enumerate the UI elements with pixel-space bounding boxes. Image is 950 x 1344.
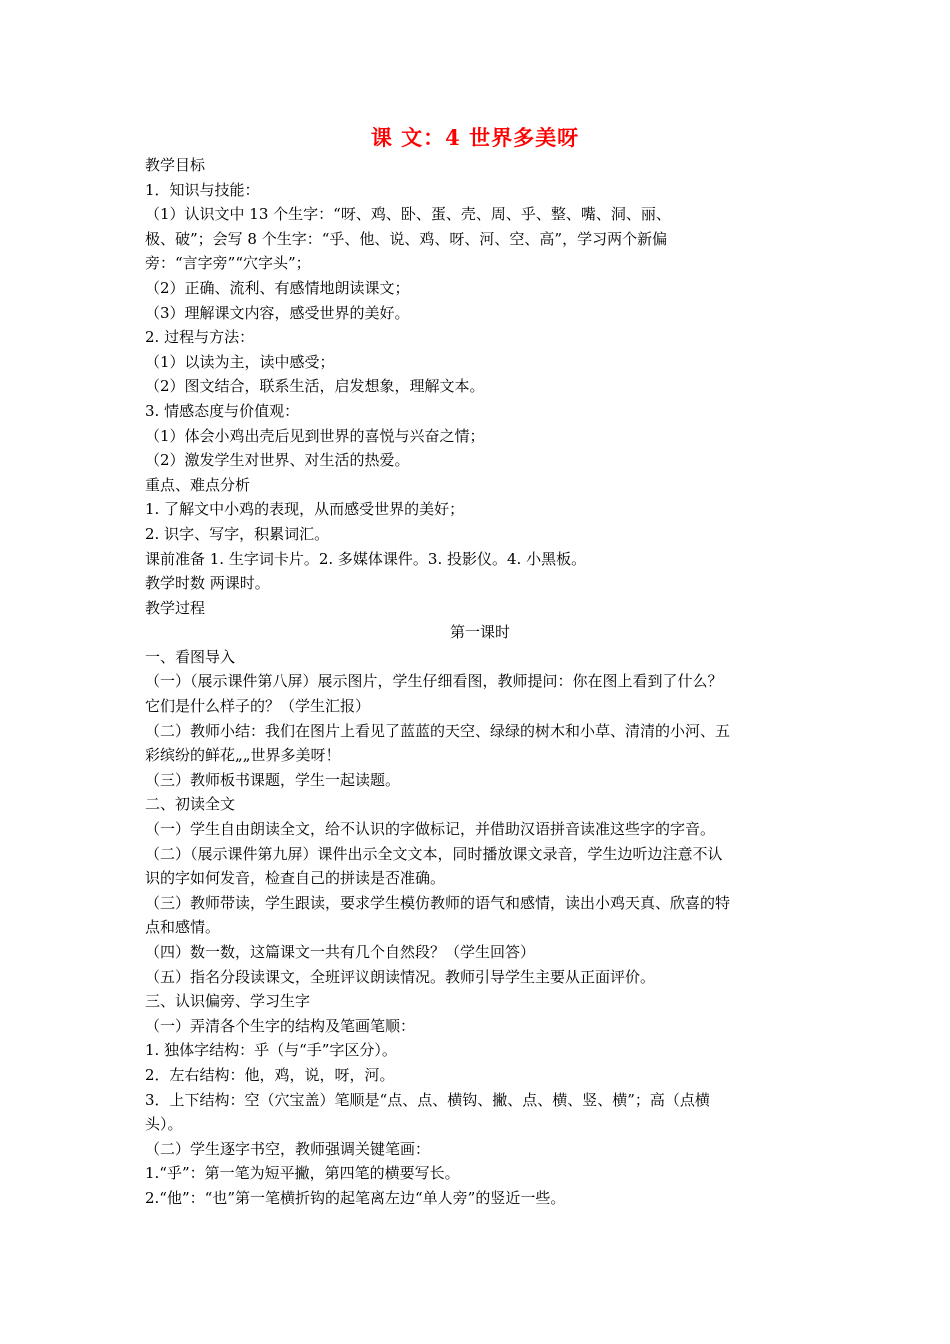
text-line: 2．左右结构：他，鸡，说，呀，河。: [145, 1065, 395, 1084]
text-line: 一、看图导入: [145, 647, 236, 666]
text-line: 点和感情。: [145, 918, 221, 937]
section-heading: 第一课时: [449, 623, 510, 642]
text-line: 3. 情感态度与价值观：: [145, 401, 300, 420]
text-line: 2. 过程与方法：: [145, 328, 255, 347]
text-line: （二）教师小结：我们在图片上看见了蓝蓝的天空、绿绿的树木和小草、清清的小河、五: [145, 721, 731, 740]
text-line: （1）认识文中 13 个生字：“呀、鸡、卧、蛋、壳、周、乎、整、嘴、洞、丽、: [145, 205, 671, 224]
text-line: 2.“他”：“也”第一笔横折钩的起笔离左边“单人旁”的竖近一些。: [145, 1188, 566, 1207]
text-line: （3）理解课文内容，感受世界的美好。: [145, 303, 410, 322]
document-title: 课 文：4 世界多美呀: [370, 125, 580, 150]
text-line: （四）数一数，这篇课文一共有几个自然段？（学生回答）: [145, 943, 536, 961]
text-line: （一）学生自由朗读全文，给不认识的字做标记，并借助汉语拼音读准这些字的字音。: [145, 820, 716, 839]
text-line: （二）（展示课件第九屏）课件出示全文文本，同时播放课文录音，学生边听边注意不认: [145, 844, 723, 863]
text-line: （三）教师带读，学生跟读，要求学生模仿教师的语气和感情，读出小鸡天真、欣喜的特: [145, 893, 731, 912]
text-line: 1．知识与技能：: [145, 180, 260, 199]
text-line: （一）（展示课件第八屏）展示图片，学生仔细看图，教师提问：你在图上看到了什么？: [145, 672, 723, 691]
text-line: 1. 了解文中小鸡的表现，从而感受世界的美好；: [145, 500, 465, 519]
text-line: （三）教师板书课题，学生一起读题。: [145, 770, 401, 789]
text-line: 三、认识偏旁、学习生字: [145, 992, 311, 1011]
text-line: （一）弄清各个生字的结构及笔画笔顺：: [145, 1016, 416, 1035]
text-line: 它们是什么样子的？（学生汇报）: [145, 697, 371, 716]
text-line: 教学时数 两课时。: [145, 574, 270, 593]
text-line: 识的字如何发音，检查自己的拼读是否准确。: [145, 869, 446, 888]
text-line: （2）激发学生对世界、对生活的热爱。: [145, 451, 410, 470]
text-line: 教学目标: [145, 156, 206, 174]
text-line: 极、破”；会写 8 个生字：“乎、他、说、鸡、呀、河、空、高”，学习两个新偏: [145, 229, 668, 248]
text-line: 头）。: [145, 1115, 183, 1134]
text-line: 1.“乎”：第一笔为短平撇，第四笔的横要写长。: [145, 1164, 460, 1183]
text-line: 旁：“言字旁”“穴字头”；: [145, 254, 311, 273]
text-line: （1）以读为主，读中感受；: [145, 352, 335, 371]
text-line: （2）正确、流利、有感情地朗读课文；: [145, 278, 410, 297]
text-line: 重点、难点分析: [145, 475, 251, 494]
text-line: （五）指名分段读课文，全班评议朗读情况。教师引导学生主要从正面评价。: [145, 967, 656, 986]
text-line: 3．上下结构：空（穴宝盖）笔顺是“点、点、横钩、撇、点、横、竖、横”；高（点横: [145, 1090, 710, 1109]
text-line: （2）图文结合，联系生活，启发想象，理解文本。: [145, 377, 485, 396]
text-line: 二、初读全文: [145, 795, 236, 814]
text-line: 课前准备 1. 生字词卡片。2. 多媒体课件。3. 投影仪。4. 小黑板。: [145, 549, 587, 568]
text-line: （二）学生逐字书空，教师强调关键笔画：: [145, 1139, 431, 1158]
text-line: 教学过程: [145, 598, 206, 617]
text-line: 1. 独体字结构：乎（与“手”字区分）。: [145, 1041, 397, 1060]
text-line: 彩缤纷的鲜花„„世界多美呀！: [145, 746, 341, 765]
text-line: （1）体会小鸡出壳后见到世界的喜悦与兴奋之情；: [145, 426, 485, 445]
document-body: [145, 153, 815, 1211]
text-line: 2. 识字、写字，积累词汇。: [145, 524, 330, 543]
